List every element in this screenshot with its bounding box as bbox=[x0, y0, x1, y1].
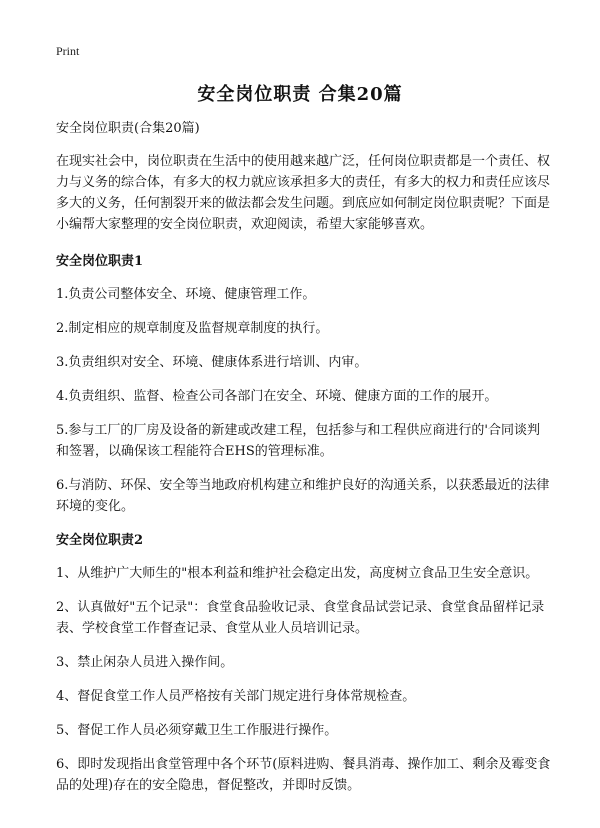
document-body bbox=[56, 118, 551, 809]
section-heading-2: 安全岗位职责2 bbox=[56, 533, 144, 548]
list-item: 1、从维护广大师生的"根本利益和维护社会稳定出发，高度树立食品卫生安全意识。 bbox=[56, 566, 539, 581]
list-item: 2.制定相应的规章制度及监督规章制度的执行。 bbox=[56, 321, 329, 336]
intro-paragraph: 在现实社会中，岗位职责在生活中的使用越来越广泛，任何岗位职责都是一个责任、权力与义务的综合体，有多大的权力就应该承担多大的责任，有多大的权力和责任应该尽多大的义务，任何割裂开来的做法都会发生问题。到底应如何制定岗位职责呢？下面是小编帮大家整理的安全岗位职责，欢迎阅读，希望大家能够喜欢。 bbox=[56, 154, 551, 232]
list-item: 5.参与工厂的厂房及设备的新建或改建工程，包括参与和工程供应商进行的'合同谈判和签署，以确保该工程能符合EHS的管理标准。 bbox=[56, 423, 540, 459]
list-item: 6.与消防、环保、安全等当地政府机构建立和维护良好的沟通关系，以获悉最近的法律环境的变化。 bbox=[56, 478, 550, 514]
list-item: 1.负责公司整体安全、环境、健康管理工作。 bbox=[56, 287, 316, 302]
list-item: 4、督促食堂工作人员严格按有关部门规定进行身体常规检查。 bbox=[56, 689, 416, 704]
list-item: 5、督促工作人员必须穿戴卫生工作服进行操作。 bbox=[56, 723, 338, 738]
section-heading-1: 安全岗位职责1 bbox=[56, 254, 144, 269]
list-item: 6、即时发现指出食堂管理中各个环节(原料进购、餐具消毒、操作加工、剩余及霉变食品的处理)存在的安全隐患，督促整改，并即时反馈。 bbox=[56, 757, 551, 793]
list-item: 4.负责组织、监督、检查公司各部门在安全、环境、健康方面的工作的展开。 bbox=[56, 389, 498, 404]
document-subtitle: 安全岗位职责(合集20篇) bbox=[56, 121, 200, 136]
list-item: 3.负责组织对安全、环境、健康体系进行培训、内审。 bbox=[56, 355, 368, 370]
print-label: Print bbox=[56, 44, 80, 58]
page-title: 安全岗位职责 合集20篇 bbox=[197, 84, 403, 105]
list-item: 3、禁止闲杂人员进入操作间。 bbox=[56, 655, 234, 670]
list-item: 2、认真做好"五个记录"：食堂食品验收记录、食堂食品试尝记录、食堂食品留样记录表、学校食堂工作督查记录、食堂从业人员培训记录。 bbox=[56, 600, 545, 636]
